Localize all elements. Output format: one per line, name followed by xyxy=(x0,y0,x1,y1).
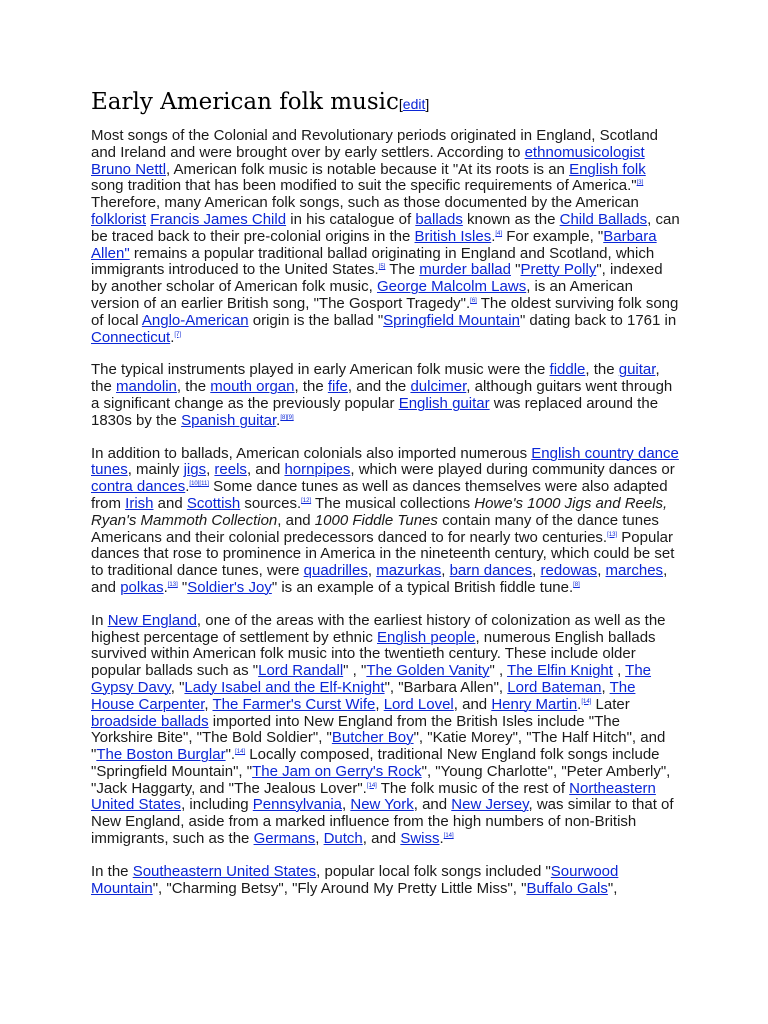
text-run: , can be traced back to their pre-colonial origins in the xyxy=(91,210,680,245)
wiki-link[interactable]: mandolin xyxy=(116,378,177,396)
text-run: . xyxy=(185,478,190,496)
text-run: , xyxy=(375,695,384,713)
wiki-link[interactable]: Butcher Boy xyxy=(331,729,414,747)
citation-link[interactable]: [8] xyxy=(573,581,580,588)
wiki-link[interactable]: ballads xyxy=(415,210,463,228)
wiki-link[interactable]: English guitar xyxy=(398,394,490,412)
text-run: " , xyxy=(489,662,508,680)
wiki-link[interactable]: Lord Bateman xyxy=(507,678,602,696)
text-run: ", "Katie Morey", "The Half Hitch", and " xyxy=(91,729,666,764)
citation-link[interactable]: [14] xyxy=(235,749,246,756)
wiki-link[interactable]: Francis James Child xyxy=(150,210,287,228)
wiki-link[interactable]: British Isles xyxy=(414,227,492,245)
text-run: , xyxy=(206,461,215,479)
text-run: , and xyxy=(277,511,315,529)
wiki-link[interactable]: Soldier's Joy xyxy=(187,578,272,596)
wiki-link[interactable]: quadrilles xyxy=(303,562,368,580)
text-run: , and xyxy=(246,461,285,479)
section-heading xyxy=(91,86,681,120)
wiki-link[interactable]: fiddle xyxy=(549,361,586,379)
text-run: ", indexed by another scholar of American folk music, xyxy=(91,261,663,296)
text-run: , is an American version of an earlier British song, "The Gosport Tragedy". xyxy=(91,278,633,312)
wiki-link[interactable]: Anglo-American xyxy=(141,311,249,329)
citation-link[interactable]: [14] xyxy=(581,698,592,705)
text-run: sources. xyxy=(240,494,302,512)
text-run: , mainly xyxy=(127,461,184,479)
wiki-link[interactable]: marches xyxy=(605,562,664,580)
text-run: known as the xyxy=(462,210,560,228)
text-run: , and xyxy=(413,796,452,814)
article-body xyxy=(91,128,681,897)
text-run: , popular local folk songs included " xyxy=(316,862,551,880)
wiki-link[interactable]: Northeastern United States xyxy=(91,779,656,814)
text-run: in his catalogue of xyxy=(286,210,416,228)
wiki-link[interactable]: English people xyxy=(377,628,476,646)
wiki-link[interactable]: Lord Randall xyxy=(258,662,344,680)
wiki-link[interactable]: Southeastern United States xyxy=(132,862,317,880)
wiki-link[interactable]: murder ballad xyxy=(419,261,511,279)
text-run: , xyxy=(612,662,626,680)
citation-link[interactable]: [12] xyxy=(301,497,312,504)
paragraph xyxy=(91,864,681,898)
text-run: . xyxy=(439,830,444,848)
italic-title: 1000 Fiddle Tunes xyxy=(314,511,438,529)
citation-link[interactable]: [8][9] xyxy=(280,414,294,421)
wiki-link[interactable]: hornpipes xyxy=(284,461,351,479)
text-run: . xyxy=(276,411,281,429)
text-run: The xyxy=(385,261,420,279)
text-run: , xyxy=(597,562,606,580)
citation-link[interactable]: [6] xyxy=(470,297,477,304)
wiki-link[interactable]: The Jam on Gerry's Rock xyxy=(252,762,422,780)
citation-link[interactable]: [4] xyxy=(495,230,503,237)
text-run: , the xyxy=(585,361,619,379)
text-run: , and xyxy=(91,562,668,596)
text-run: , which were played during community dances or xyxy=(350,461,675,479)
citation-link[interactable]: [14] xyxy=(366,782,377,789)
text-run: In the xyxy=(91,862,133,880)
wiki-link[interactable]: Henry Martin xyxy=(491,695,578,713)
text-run: imported into New England from the British Isles include "The Yorkshire Bite", "The Bold Soldier", " xyxy=(91,712,620,747)
wiki-link[interactable]: Pennsylvania xyxy=(252,796,343,814)
wiki-link[interactable]: guitar xyxy=(618,361,656,379)
wiki-link[interactable]: The Elfin Knight xyxy=(507,662,613,680)
text-run: , and the xyxy=(347,378,411,396)
text-run: , xyxy=(367,562,377,580)
wiki-link[interactable]: The House Carpenter xyxy=(91,678,636,713)
text-run: " dating back to 1761 in xyxy=(519,311,677,329)
text-run: , including xyxy=(181,796,253,814)
wiki-link[interactable]: Germans xyxy=(253,830,316,848)
wiki-link[interactable]: George Malcolm Laws xyxy=(376,278,527,296)
edit-bracket-open: [ xyxy=(398,96,403,112)
wiki-link[interactable]: contra dances xyxy=(91,478,186,496)
citation-link[interactable]: [3] xyxy=(636,180,644,187)
wiki-link[interactable]: The Boston Burglar xyxy=(96,746,226,764)
wiki-link[interactable]: jigs xyxy=(183,461,207,479)
text-run: Therefore, many American folk songs, such as those documented by the American xyxy=(91,194,639,212)
citation-marker xyxy=(573,582,580,588)
text-run: ", "Charming Betsy", "Fly Around My Pretty Little Miss", " xyxy=(152,879,527,897)
paragraph xyxy=(91,446,681,597)
wiki-link[interactable]: Lord Lovel xyxy=(383,695,454,713)
paragraph xyxy=(91,128,681,346)
paragraph xyxy=(91,362,681,429)
wiki-link[interactable]: folklorist xyxy=(91,210,147,228)
text-run: , was similar to that of New England, aside from a marked influence from the high numbers of non-British immigrants, such as the xyxy=(91,796,674,848)
wiki-link[interactable]: mazurkas xyxy=(376,562,442,580)
wiki-link[interactable]: The Golden Vanity xyxy=(366,662,490,680)
citation-marker xyxy=(280,415,293,421)
citation-link[interactable]: [14] xyxy=(443,833,454,840)
citation-marker xyxy=(235,749,245,755)
text-run: The folk music of the rest of xyxy=(376,779,570,797)
text-run: For example, " xyxy=(502,227,604,245)
text-run: , xyxy=(204,695,213,713)
text-run: The musical collections xyxy=(311,494,475,512)
wiki-link[interactable]: Springfield Mountain xyxy=(383,311,520,329)
citation-marker xyxy=(301,498,311,504)
article-section xyxy=(91,86,681,913)
wiki-link[interactable]: Lady Isabel and the Elf-Knight xyxy=(184,678,385,696)
wiki-link[interactable]: New Jersey xyxy=(451,796,529,814)
citation-marker xyxy=(168,582,178,588)
wiki-link[interactable]: Irish xyxy=(125,494,154,512)
text-run: , xyxy=(342,796,351,814)
wiki-link[interactable]: Spanish guitar xyxy=(181,411,277,429)
text-run: Most songs of the Colonial and Revolutionary periods originated in England, Scotland and Ireland and were brought over by early settlers. According to xyxy=(91,127,659,161)
wiki-link[interactable]: English folk xyxy=(569,160,646,178)
edit-bracket-close: ] xyxy=(425,96,430,112)
text-run: song tradition that has been modified to suit the specific requirements of America." xyxy=(91,177,637,195)
wiki-link[interactable]: The Gypsy Davy xyxy=(91,662,652,696)
edit-link[interactable]: edit xyxy=(402,96,426,112)
wiki-link[interactable]: Child Ballads xyxy=(559,210,648,228)
citation-link[interactable]: [10][11] xyxy=(189,481,209,488)
text-run: , although guitars went through a significant change as the previously popular xyxy=(91,378,673,412)
wiki-link[interactable]: Pretty Polly xyxy=(520,261,597,279)
text-run: The oldest surviving folk song of local xyxy=(91,294,679,329)
wiki-link[interactable]: polkas xyxy=(120,578,164,596)
wiki-link[interactable]: fife xyxy=(327,378,348,396)
text-run: and xyxy=(153,494,187,512)
wiki-link[interactable]: Sourwood Mountain xyxy=(91,862,619,897)
wiki-link[interactable]: Swiss xyxy=(400,830,440,848)
citation-marker xyxy=(367,783,377,789)
text-run: Popular dances that rose to prominence in America in the nineteenth century, which could be set to traditional dance tunes, were xyxy=(91,528,675,580)
text-run: , xyxy=(532,562,541,580)
citation-link[interactable]: [7] xyxy=(174,331,182,338)
wiki-link[interactable]: ethnomusicologist xyxy=(524,143,645,161)
text-run: In addition to ballads, American colonials also imported numerous xyxy=(91,444,532,462)
wiki-link[interactable]: Buffalo Gals xyxy=(526,879,608,897)
text-run: . xyxy=(170,328,175,346)
text-run: The typical instruments played in early American folk music were the xyxy=(91,361,550,379)
text-run: origin is the ballad " xyxy=(248,311,384,329)
paragraph xyxy=(91,613,681,848)
citation-link[interactable]: [13] xyxy=(167,581,178,588)
citation-marker xyxy=(174,332,181,338)
wiki-link[interactable]: Barbara Allen" xyxy=(91,227,657,262)
text-run: , and xyxy=(453,695,492,713)
text-run: remains a popular traditional ballad originating in England and Scotland, which immigrants introduced to the United States. xyxy=(91,244,655,279)
wiki-link[interactable]: Bruno Nettl xyxy=(91,160,167,178)
text-run: ", "Young Charlotte", "Peter Amberly", "Jack Haggarty, and "The Jealous Lover". xyxy=(91,762,671,797)
text-run: Later xyxy=(591,695,630,713)
heading-title: Early American folk music xyxy=(91,89,399,115)
wiki-link[interactable]: Dutch xyxy=(323,830,363,848)
citation-link[interactable]: [5] xyxy=(378,264,386,271)
wiki-link[interactable]: dulcimer xyxy=(410,378,467,396)
wiki-link[interactable]: mouth organ xyxy=(210,378,295,396)
text-run: " xyxy=(510,261,521,279)
text-run: In xyxy=(91,611,108,629)
text-run: ", "Barbara Allen", xyxy=(384,678,508,696)
text-run: , American folk music is notable because it "At its roots is an xyxy=(166,160,570,178)
text-run: , the xyxy=(176,378,211,396)
text-run: , and xyxy=(362,830,401,848)
wiki-link[interactable]: Scottish xyxy=(186,494,241,512)
wiki-link[interactable]: New York xyxy=(350,796,414,814)
text-run: " is an example of a typical British fiddle tune. xyxy=(271,578,574,596)
citation-marker xyxy=(607,532,617,538)
text-run: Some dance tunes as well as dances themselves were also adapted from xyxy=(91,478,668,512)
wiki-link[interactable]: English country dance tunes xyxy=(91,444,679,479)
text-run: , xyxy=(441,562,450,580)
text-run: Locally composed, traditional New England folk songs include "Springfield Mountain", " xyxy=(91,746,660,780)
text-run: was replaced around the 1830s by the xyxy=(91,394,659,429)
text-run: , the xyxy=(91,361,660,396)
citation-marker xyxy=(470,298,477,304)
italic-title: Howe's 1000 Jigs and Reels, Ryan's Mammoth Collection xyxy=(91,494,668,529)
wiki-link[interactable]: New England xyxy=(107,611,197,629)
text-run: , numerous English ballads survived within American folk music into the twentieth century. These include older popular ballads such as " xyxy=(91,628,656,680)
wiki-link[interactable]: redowas xyxy=(540,562,598,580)
wiki-link[interactable]: The Farmer's Curst Wife xyxy=(212,695,376,713)
text-run: ", xyxy=(607,879,618,897)
text-run: , the xyxy=(294,378,328,396)
citation-marker xyxy=(189,481,209,487)
text-run: , xyxy=(315,830,324,848)
text-run: " xyxy=(177,578,188,596)
text-run: , one of the areas with the earliest history of colonization as well as the highest percentage of settlement by ethnic xyxy=(91,611,666,646)
citation-marker xyxy=(637,180,644,186)
text-run: , xyxy=(601,678,610,696)
wiki-link[interactable]: barn dances xyxy=(449,562,533,580)
text-run: . xyxy=(491,227,496,245)
text-run: contain many of the dance tunes Americans and their colonial predecessors danced to for nearly two centuries. xyxy=(91,511,659,546)
text-run: ". xyxy=(225,746,236,764)
text-run: , " xyxy=(170,678,185,696)
citation-marker xyxy=(581,699,591,705)
wiki-link[interactable]: reels xyxy=(214,461,247,479)
wiki-link[interactable]: Connecticut xyxy=(91,328,171,346)
wiki-link[interactable]: broadside ballads xyxy=(91,712,209,730)
citation-marker xyxy=(444,833,454,839)
citation-link[interactable]: [13] xyxy=(607,531,618,538)
text-run: . xyxy=(163,578,168,596)
text-run: " , " xyxy=(343,662,367,680)
text-run: . xyxy=(577,695,582,713)
